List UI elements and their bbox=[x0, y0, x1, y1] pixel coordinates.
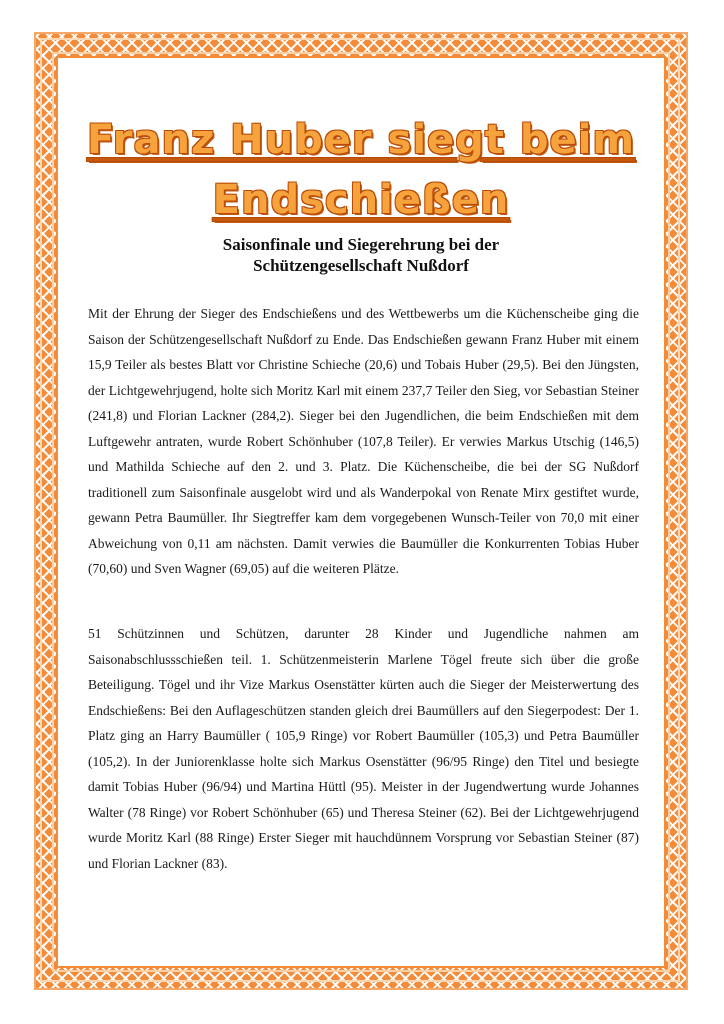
subtitle-line-2: Schützengesellschaft Nußdorf bbox=[253, 256, 469, 275]
article-paragraph-2: 51 Schützinnen und Schützen, darunter 28 Kinder und Jugendliche nahmen am Saisonabschlussschießen teil. 1. Schützenmeisterin Marlene Tögel freute sich über die große Beteiligung. Tögel und ihr Vize Markus Osenstätter kürten auch die Sieger der Meisterwertung des Endschießens: Bei den Auflageschützen standen gleich drei Baumüllers auf den Siegerpodest: Der 1. Platz ging an Harry Baumüller ( 105,9 Ringe) vor Robert Baumüller (105,3) und Petra Baumüller (105,2). In der Juniorenklasse holte sich Markus Osenstätter (96/95 Ringe) den Titel und besiegte damit Tobias Huber (96/94) und Martina Hüttl (95). Meister in der Jugendwertung wurde Johannes Walter (78 Ringe) vor Robert Schönhuber (65) und Theresa Steiner (62). Bei der Lichtgewehrjugend wurde Moritz Karl (88 Ringe) Erster Sieger mit hauchdünnem Vorsprung vor Sebastian Steiner (87) und Florian Lackner (83). bbox=[88, 626, 639, 871]
article-headline: Franz Huber siegt beim Endschießen bbox=[86, 117, 635, 223]
article-paragraph-1: Mit der Ehrung der Sieger des Endschießens und des Wettbewerbs um die Küchenscheibe ging die Saison der Schützengesellschaft Nußdorf zu Ende. Das Endschießen gewann Franz Huber mit einem 15,9 Teiler als bestes Blatt vor Christine Schieche (20,6) und Tobais Huber (29,5). Bei den Jüngsten, der Lichtgewehrjugend, holte sich Moritz Karl mit einem 237,7 Teiler den Sieg, vor Sebastian Steiner (241,8) und Florian Lackner (284,2). Sieger bei den Jugendlichen, die beim Endschießen mit dem Luftgewehr antraten, wurde Robert Schönhuber (107,8 Teiler). Er verwies Markus Utschig (146,5) und Mathilda Schieche auf den 2. und 3. Platz. Die Küchenscheibe, die bei der SG Nußdorf traditionell zum Saisonfinale ausgelobt wird und als Wanderpokal von Renate Mirx gestiftet wurde, gewann Petra Baumüller. Ihr Siegtreffer kam dem vorgegebenen Wunsch-Teiler von 70,0 mit einer Abweichung von 0,11 am nächsten. Damit verwies die Baumüller die Konkurrenten Tobias Huber (70,60) und Sven Wagner (69,05) auf die weiteren Plätze. bbox=[88, 306, 639, 576]
article-subtitle bbox=[100, 234, 622, 276]
subtitle-line-1: Saisonfinale und Siegerehrung bei der bbox=[222, 235, 500, 254]
